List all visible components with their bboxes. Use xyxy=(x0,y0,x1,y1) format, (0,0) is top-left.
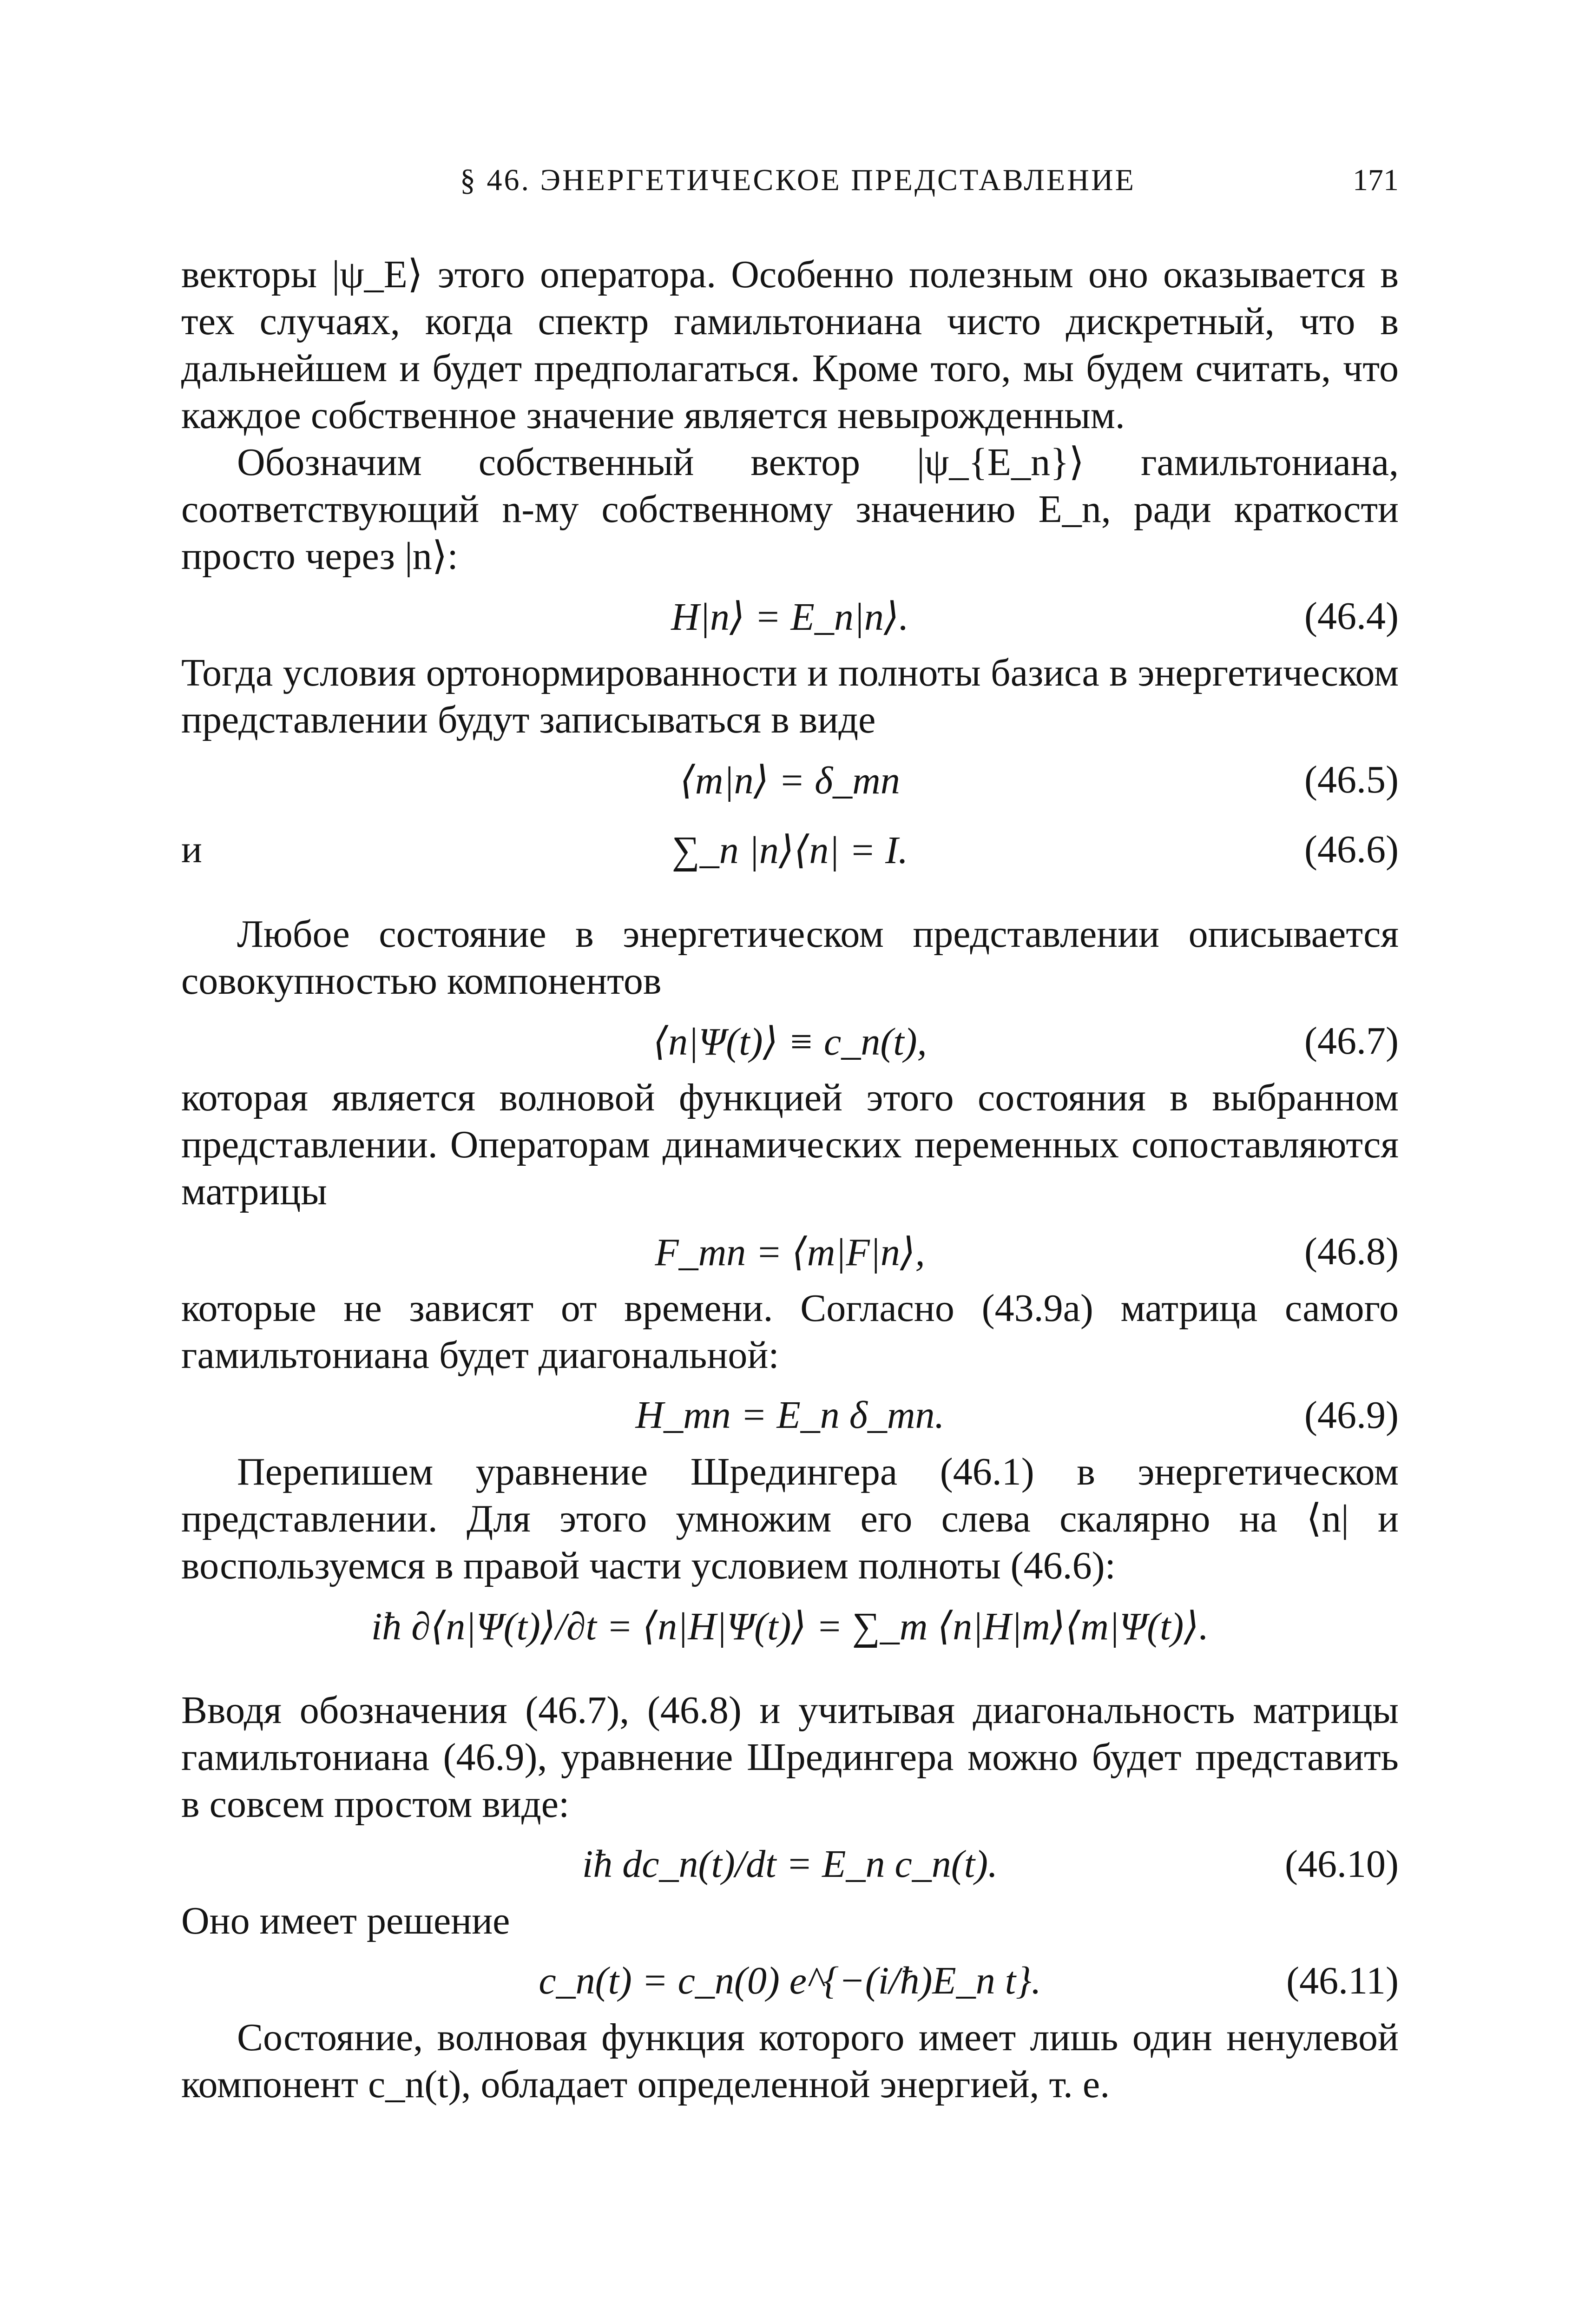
conjunction-and: и xyxy=(181,828,202,871)
equation-schrodinger-body: iħ ∂⟨n|Ψ(t)⟩/∂t = ⟨n|H|Ψ(t)⟩ = ∑_m ⟨n|H|m⟩⟨m|Ψ(t)⟩. xyxy=(371,1605,1209,1648)
equation-46-8-number: (46.8) xyxy=(1304,1230,1399,1273)
equation-46-10-number: (46.10) xyxy=(1285,1842,1399,1886)
equation-46-8 xyxy=(181,1215,1399,1285)
equation-46-4-body: H|n⟩ = E_n|n⟩. xyxy=(671,595,909,639)
equation-46-10-body: iħ dc_n(t)/dt = E_n c_n(t). xyxy=(582,1842,998,1886)
equation-46-4-number: (46.4) xyxy=(1304,594,1399,638)
paragraph-6: которые не зависят от времени. Согласно (43.9а) матрица самого гамильтониана будет диагональной: xyxy=(181,1287,1399,1377)
paragraph-7: Перепишем уравнение Шредингера (46.1) в энергетическом представлении. Для этого умножим его слева скалярно на ⟨n| и воспользуемся в правой части условием полноты (46.6): xyxy=(181,1450,1399,1587)
equation-46-11-body: c_n(t) = c_n(0) e^{−(i/ħ)E_n t}. xyxy=(539,1959,1041,2002)
equation-46-11 xyxy=(181,1944,1399,2014)
equation-schrodinger xyxy=(181,1589,1399,1687)
equation-46-11-number: (46.11) xyxy=(1286,1959,1399,2002)
paragraph-4: Любое состояние в энергетическом представлении описывается совокупностью компонентов xyxy=(181,912,1399,1003)
equation-46-8-body: F_mn = ⟨m|F|n⟩, xyxy=(655,1231,925,1274)
equation-46-9-body: H_mn = E_n δ_mn. xyxy=(635,1393,945,1437)
running-head xyxy=(181,158,1399,214)
paragraph-10: Состояние, волновая функция которого имеет лишь один ненулевой компонент c_n(t), обладает определенной энергией, т. е. xyxy=(181,2016,1399,2106)
equation-46-9-number: (46.9) xyxy=(1304,1393,1399,1437)
paragraph-8: Вводя обозначения (46.7), (46.8) и учитывая диагональность матрицы гамильтониана (46.9), уравнение Шредингера можно будет представить в совсем простом виде: xyxy=(181,1689,1399,1826)
paragraph-2: Обозначим собственный вектор |ψ_{E_n}⟩ гамильтониана, соответствующий n-му собственному значению E_n, ради краткости просто через |n⟩: xyxy=(181,441,1399,578)
paragraph-5: которая является волновой функцией этого состояния в выбранном представлении. Операторам динамических переменных сопоставляются матрицы xyxy=(181,1076,1399,1213)
equation-46-4 xyxy=(181,580,1399,649)
equation-46-7 xyxy=(181,1004,1399,1074)
equation-46-6-number: (46.6) xyxy=(1304,828,1399,871)
body-text xyxy=(181,251,1399,2108)
equation-46-6-body: ∑_n |n⟩⟨n| = I. xyxy=(671,829,908,872)
paragraph-9: Оно имеет решение xyxy=(181,1899,510,1942)
paragraph-1: векторы |ψ_E⟩ этого оператора. Особенно полезным оно оказывается в тех случаях, когда спектр гамильтониана чисто дискретный, что в дальнейшем и будет предполагаться. Кроме того, мы будем считать, что каждое собственное значение является невырожденным. xyxy=(181,253,1399,437)
equation-46-5 xyxy=(181,743,1399,813)
equation-46-7-number: (46.7) xyxy=(1304,1019,1399,1063)
section-title: § 46. ЭНЕРГЕТИЧЕСКОЕ ПРЕДСТАВЛЕНИЕ xyxy=(460,163,1136,197)
equation-46-5-body: ⟨m|n⟩ = δ_mn xyxy=(680,759,900,802)
equation-46-6 xyxy=(181,813,1399,911)
book-page xyxy=(181,158,1399,2319)
equation-46-5-number: (46.5) xyxy=(1304,758,1399,801)
equation-46-7-body: ⟨n|Ψ(t)⟩ ≡ c_n(t), xyxy=(653,1020,927,1063)
paragraph-3: Тогда условия ортонормированности и полноты базиса в энергетическом представлении будут записываться в виде xyxy=(181,651,1399,741)
equation-46-9 xyxy=(181,1379,1399,1448)
page-number: 171 xyxy=(1353,163,1399,197)
equation-46-10 xyxy=(181,1828,1399,1897)
